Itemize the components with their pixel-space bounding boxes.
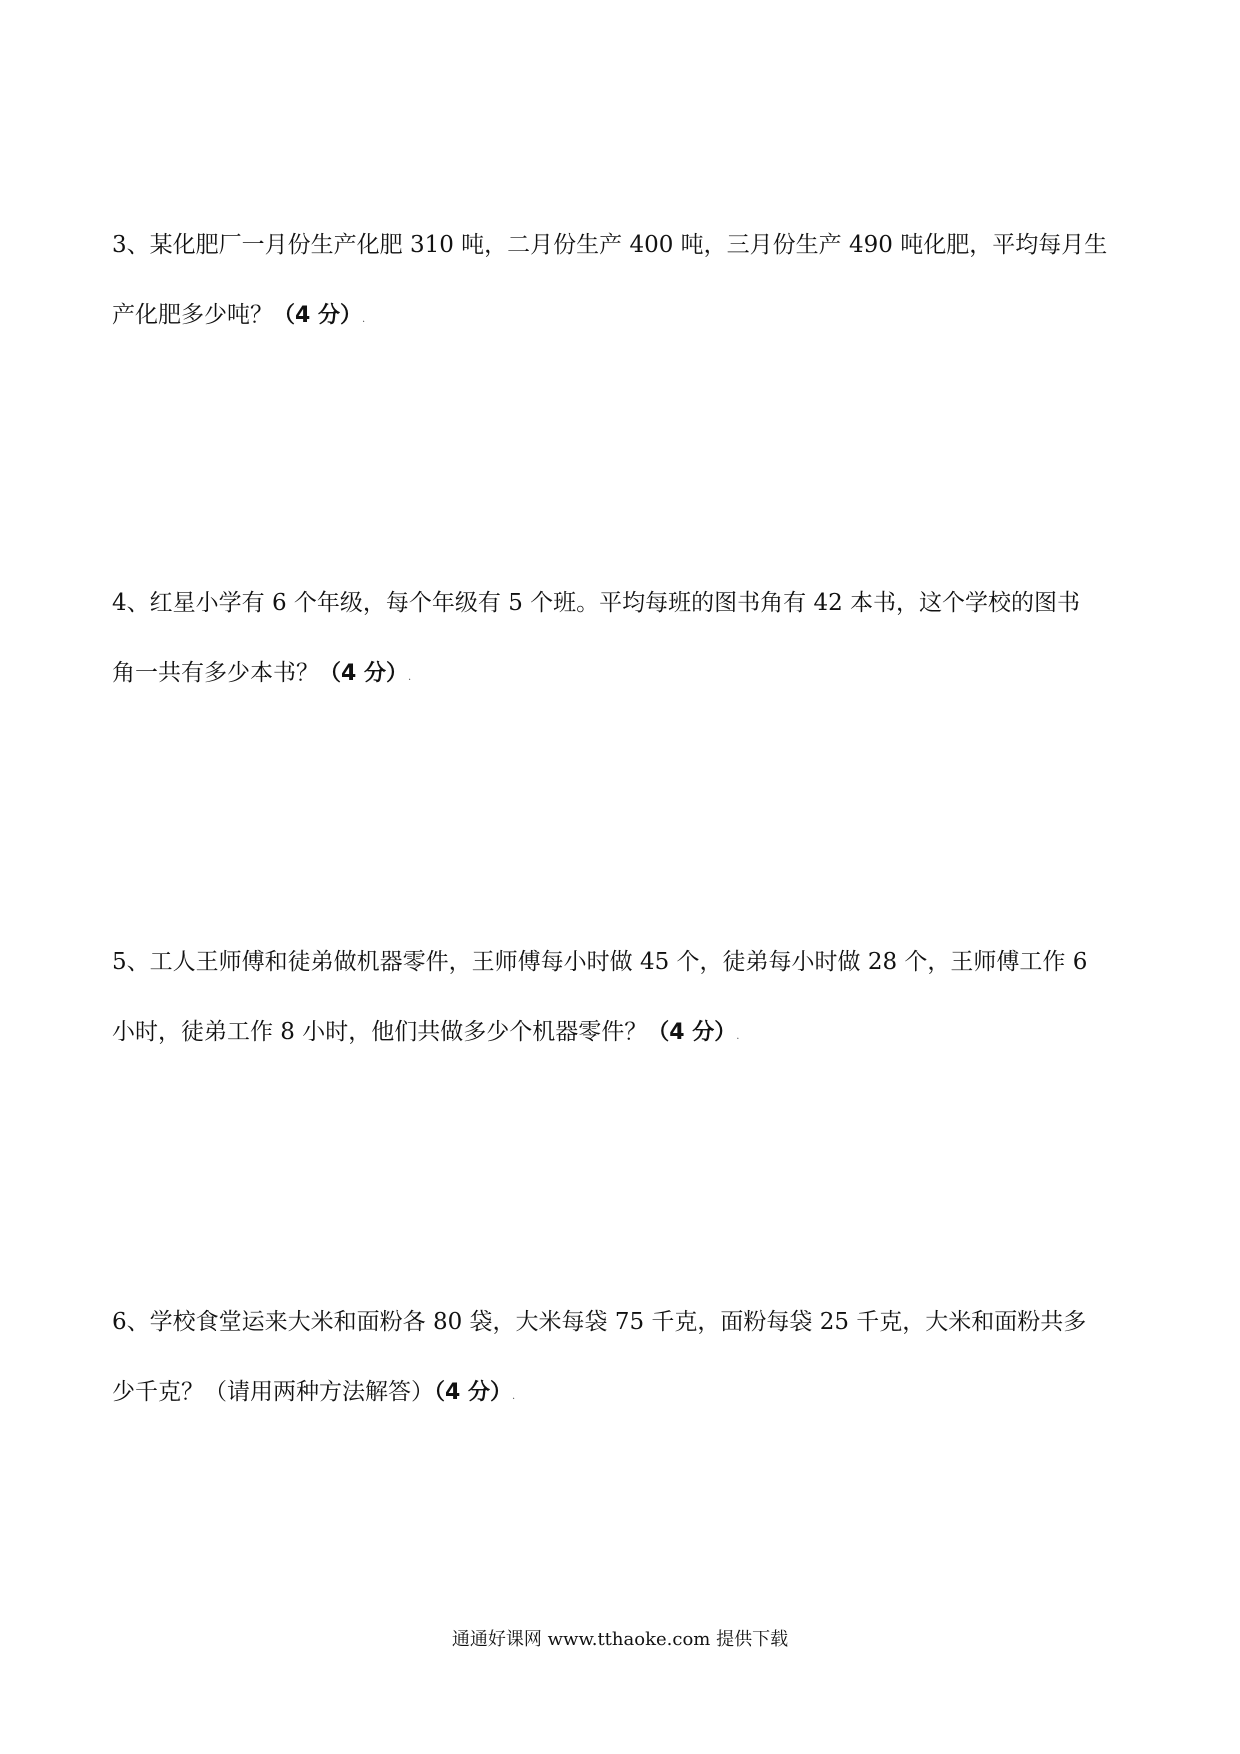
question-6-text: 少千克？（请用两种方法解答）: [112, 1379, 434, 1405]
question-6-line-2: [112, 1381, 1152, 1409]
question-4-mark: .: [407, 672, 412, 683]
question-5-line-1: 5、工人王师傅和徒弟做机器零件，王师傅每小时做 45 个，徒弟每小时做 28 个，王师傅工作 6: [112, 949, 1088, 975]
question-3-score: （4 分）: [273, 303, 362, 328]
question-3-text: 产化肥多少吨？: [112, 302, 273, 328]
question-5: [112, 951, 1152, 1049]
question-4: [112, 592, 1152, 690]
question-5-score: （4 分）: [647, 1020, 737, 1045]
question-3-line-1: 3、某化肥厂一月份生产化肥 310 吨，二月份生产 400 吨，三月份生产 490 吨化肥，平均每月生: [112, 232, 1108, 258]
question-3: [112, 234, 1152, 332]
question-6-mark: .: [511, 1391, 516, 1402]
question-4-line-2: [112, 662, 1152, 690]
question-4-score: （4 分）: [319, 661, 408, 686]
question-5-mark: .: [736, 1031, 740, 1042]
question-4-line-1: 4、红星小学有 6 个年级，每个年级有 5 个班。平均每班的图书角有 42 本书，这个学校的图书: [112, 590, 1081, 616]
footer-source-note: 通通好课网 www.tthaoke.com 提供下载: [451, 1629, 789, 1650]
question-6-score: （4 分）: [434, 1380, 512, 1405]
question-4-text: 角一共有多少本书？: [112, 660, 319, 686]
question-5-text: 小时，徒弟工作 8 小时，他们共做多少个机器零件？: [112, 1019, 648, 1045]
question-6-line-1: 6、学校食堂运来大米和面粉各 80 袋，大米每袋 75 千克，面粉每袋 25 千克，大米和面粉共多: [112, 1309, 1087, 1335]
question-5-line-2: [112, 1021, 1152, 1049]
question-3-mark: .: [361, 314, 366, 325]
question-3-line-2: [112, 304, 1152, 332]
question-6: [112, 1311, 1152, 1409]
